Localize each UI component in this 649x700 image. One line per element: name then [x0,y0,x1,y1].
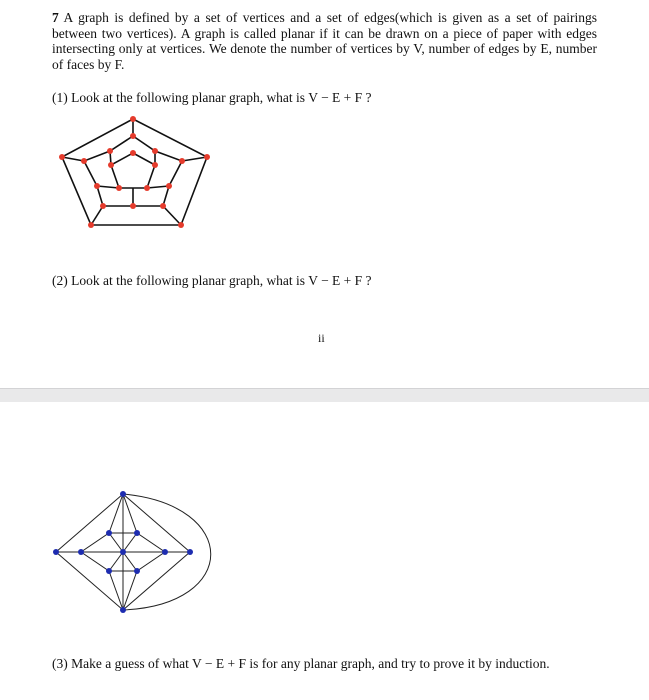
page-number: ii [318,331,325,345]
question-2: (2) Look at the following planar graph, what is V − E + F ? [52,273,372,288]
problem-intro: 7 A graph is defined by a set of vertices and a set of edges(which is given as a set of pairings between two vertices). A graph is called planar if it can be drawn on a piece of paper with edges intersecting only at vertices. We denote the number of vertices by V, number of edges by E, number of faces by F. [52,10,597,72]
dodecahedron-graph [52,108,222,236]
diamond-graph [48,486,220,616]
question-3: (3) Make a guess of what V − E + F is for any planar graph, and try to prove it by induction. [52,656,550,671]
question-1: (1) Look at the following planar graph, what is V − E + F ? [52,90,372,105]
problem-number: 7 [52,10,59,25]
